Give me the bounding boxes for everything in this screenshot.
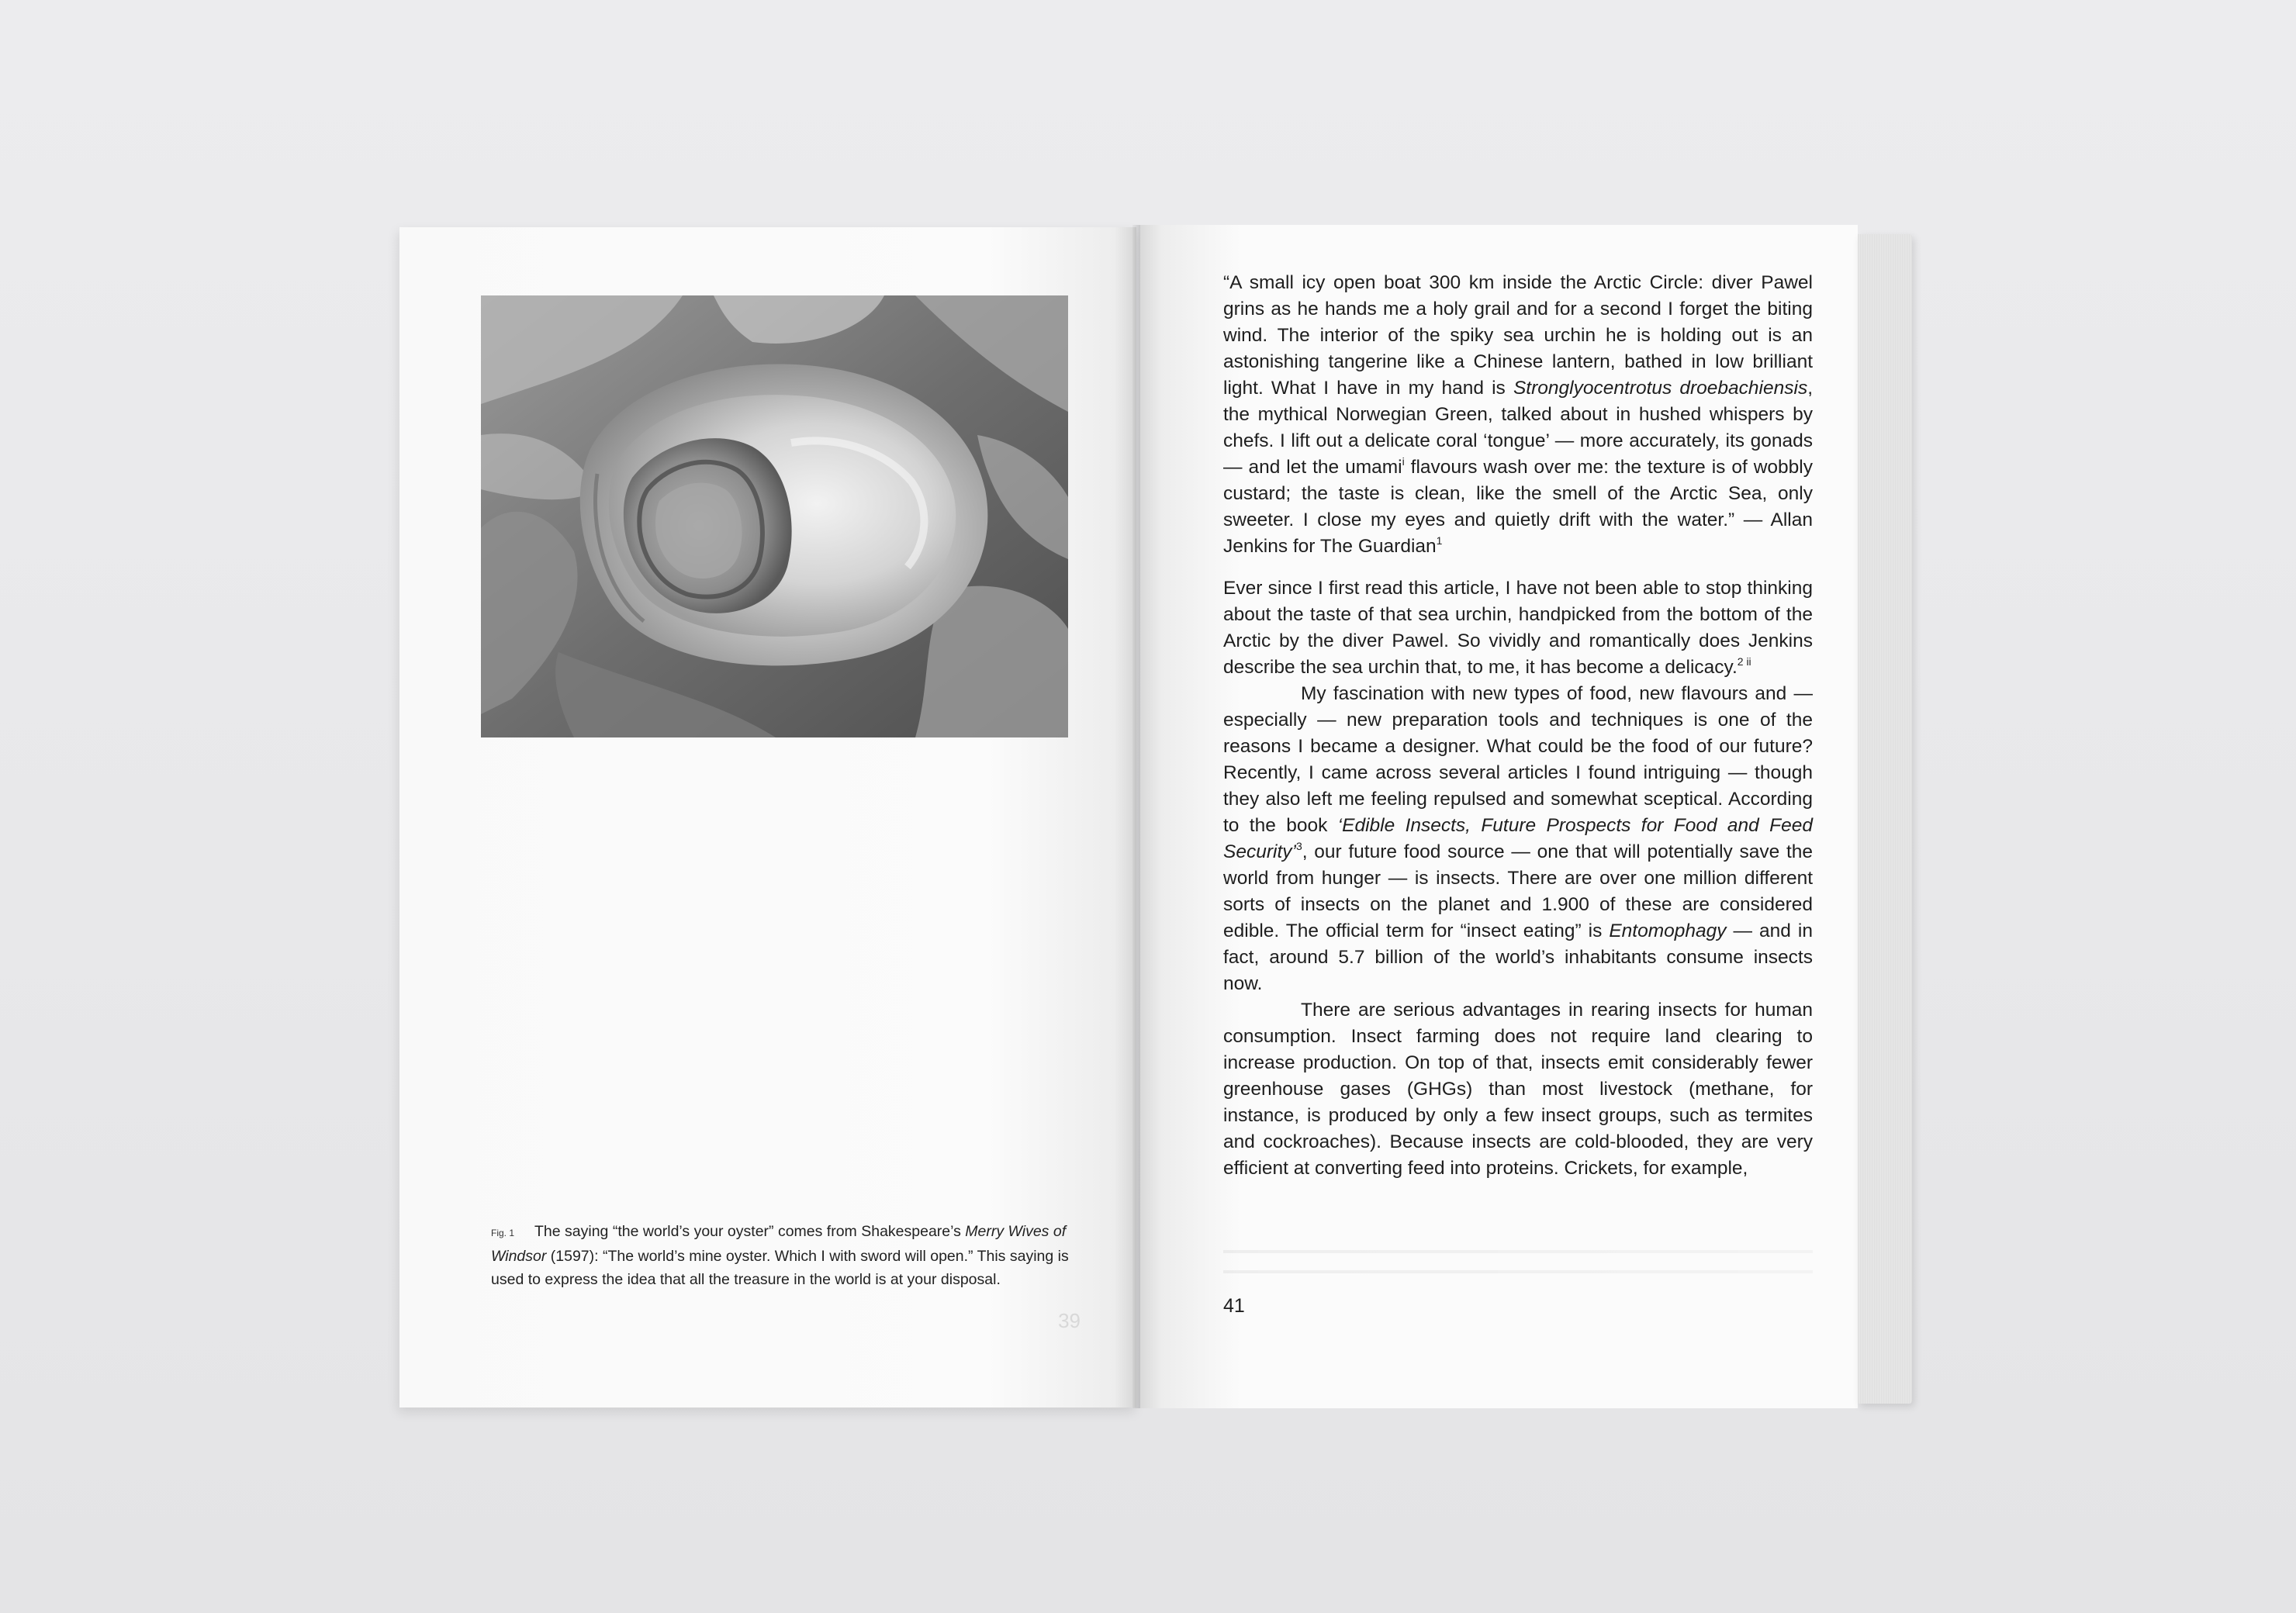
paragraph-4 — [1223, 997, 1813, 1182]
term-entomophagy: Entomophagy — [1609, 920, 1727, 941]
footnote-i: i — [1402, 455, 1405, 468]
page-number: 41 — [1223, 1295, 1245, 1317]
figure-caption — [491, 1220, 1081, 1291]
caption-title: Merry Wives of Windsor — [491, 1223, 1067, 1265]
quote-part-1: “A small icy open boat 300 km inside the Arctic Circle: diver Pawel grins as he hands me a holy grail and for a second I forget the biting wind. The interior of the spiky sea urchin he is holding out is an astonishing tangerine like a Chinese lantern, bathed in low brilliant light. What I have in my hand is — [1223, 272, 1813, 399]
footnote-1: 1 — [1436, 534, 1443, 547]
para2-text: Ever since I first read this article, I have not been able to stop thinking about the taste of that sea urchin, handpicked from the bottom of the Arctic by the diver Pawel. So vividly and romantically does Jenkins describe the sea urchin that, to me, it has become a delicacy. — [1223, 578, 1813, 678]
bleed-line — [1223, 1250, 1813, 1253]
species-name: Stronglyocentrotus droebachiensis — [1513, 378, 1808, 399]
show-through-number: 39 — [1058, 1309, 1081, 1332]
page-edges — [1858, 234, 1912, 1404]
para3-part-1: My fascination with new types of food, new flavours and — especially — new preparation tools and techniques is one of the reasons I became a designer. What could be the food of our future? Recently, I came across several articles I found intriguing — though they also left me feeling repulsed and somewhat sceptical. According to the book — [1223, 683, 1813, 836]
caption-text-before: The saying “the world’s your oyster” comes from Shakespeare’s — [534, 1223, 966, 1240]
bleed-line — [1223, 1270, 1813, 1273]
para3-part-3: — and in fact, around 5.7 billion of the world’s inhabitants consume insects now. — [1223, 920, 1813, 994]
caption-text-after: (1597): “The world’s mine oyster. Which I with sword will open.” This saying is used to express the idea that all the treasure in the world is at your disposal. — [491, 1248, 1069, 1288]
footnote-3: 3 — [1295, 840, 1302, 852]
quote-paragraph — [1223, 270, 1813, 560]
book-spread — [399, 225, 1912, 1419]
book-title: ‘Edible Insects, Future Prospects for Food and Feed Security’ — [1223, 815, 1813, 862]
bleed-through-lines — [1223, 1250, 1813, 1290]
oyster-photo-icon — [481, 295, 1068, 737]
right-page — [1140, 225, 1858, 1408]
figure-label: Fig. 1 — [491, 1228, 515, 1238]
footnote-2: 2 ii — [1737, 655, 1751, 668]
quote-part-2: , the mythical Norwegian Green, talked about in hushed whispers by chefs. I lift out a delicate coral ‘tongue’ — more accurately, its gonads — and let the umami — [1223, 378, 1814, 478]
paragraph-2 — [1223, 575, 1813, 681]
quote-part-3: flavours wash over me: the texture is of wobbly custard; the taste is clean, like the smell of the Arctic Sea, only sweeter. I close my eyes and quietly drift with the water.” — Allan Jenkins for The Guardian — [1223, 457, 1813, 557]
left-page — [399, 227, 1136, 1407]
oyster-illustration — [481, 295, 1068, 737]
para4-text: There are serious advantages in rearing insects for human consumption. Insect farming does not require land clearing to increase production. On top of that, insects emit considerably fewer greenhouse gases (GHGs) than most livestock (methane, for instance, is produced by only a few insect groups, such as termites and cockroaches). Because insects are cold-blooded, they are very efficient at converting feed into proteins. Crickets, for example, — [1223, 1000, 1813, 1179]
body-text — [1223, 270, 1813, 1182]
para3-part-2: , our future food source — one that will potentially save the world from hunger — is insects. There are over one million different sorts of insects on the planet and 1.900 of these are considered edible. The official term for “insect eating” is — [1223, 841, 1813, 941]
paragraph-3 — [1223, 681, 1813, 997]
